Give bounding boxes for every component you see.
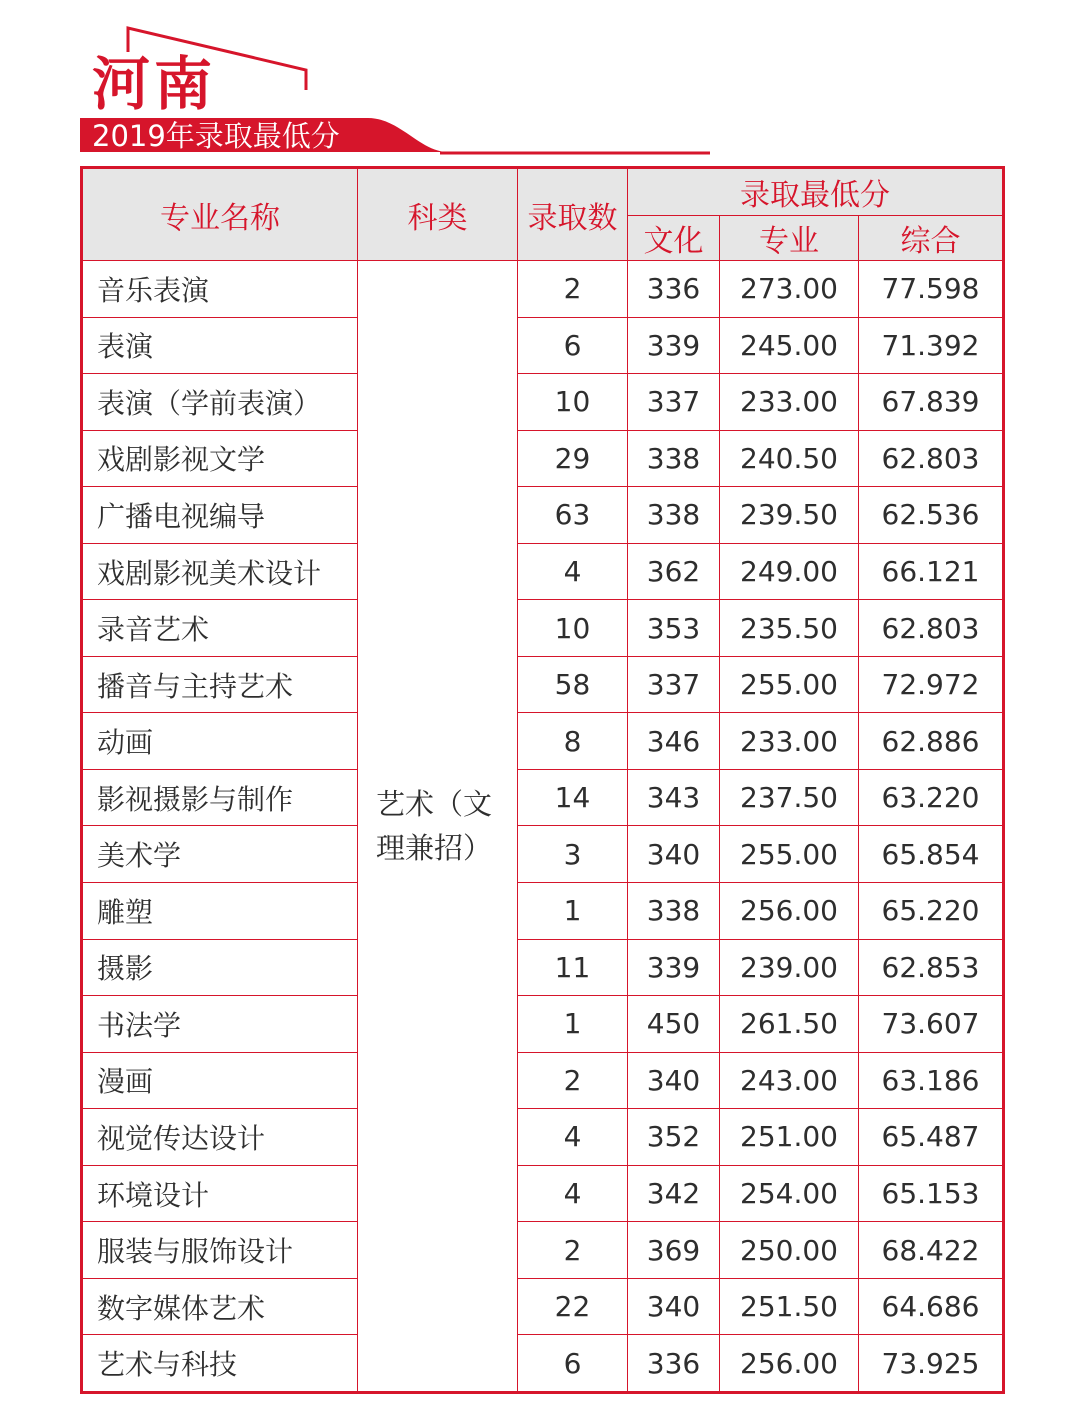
cell-culture: 340	[628, 1052, 720, 1109]
header-professional: 专业	[720, 216, 859, 261]
table-row	[82, 430, 1004, 487]
table-row	[82, 769, 1004, 826]
cell-combined: 63.220	[859, 769, 1004, 826]
cell-professional: 250.00	[720, 1222, 859, 1279]
table-row	[82, 487, 1004, 544]
table-row	[82, 1109, 1004, 1166]
cell-count: 2	[518, 1052, 628, 1109]
cell-combined: 71.392	[859, 317, 1004, 374]
cell-culture: 369	[628, 1222, 720, 1279]
table-row	[82, 1222, 1004, 1279]
cell-combined: 67.839	[859, 374, 1004, 431]
cell-professional: 237.50	[720, 769, 859, 826]
cell-major: 录音艺术	[82, 600, 358, 657]
table-row	[82, 1278, 1004, 1335]
cell-count: 1	[518, 883, 628, 940]
cell-professional: 254.00	[720, 1165, 859, 1222]
table-body	[82, 261, 1004, 1393]
cell-count: 3	[518, 826, 628, 883]
cell-combined: 62.853	[859, 939, 1004, 996]
cell-culture: 342	[628, 1165, 720, 1222]
cell-culture: 338	[628, 883, 720, 940]
cell-professional: 240.50	[720, 430, 859, 487]
table-row	[82, 1052, 1004, 1109]
cell-professional: 251.50	[720, 1278, 859, 1335]
cell-count: 4	[518, 543, 628, 600]
cell-combined: 62.536	[859, 487, 1004, 544]
table-row	[82, 996, 1004, 1053]
cell-professional: 255.00	[720, 826, 859, 883]
header-culture: 文化	[628, 216, 720, 261]
cell-combined: 73.607	[859, 996, 1004, 1053]
table-row	[82, 600, 1004, 657]
cell-count: 58	[518, 656, 628, 713]
cell-combined: 62.886	[859, 713, 1004, 770]
table-row	[82, 883, 1004, 940]
cell-count: 6	[518, 1335, 628, 1393]
header-combined: 综合	[859, 216, 1004, 261]
cell-major: 视觉传达设计	[82, 1109, 358, 1166]
cell-professional: 239.50	[720, 487, 859, 544]
cell-count: 2	[518, 261, 628, 318]
cell-combined: 66.121	[859, 543, 1004, 600]
cell-combined: 73.925	[859, 1335, 1004, 1393]
cell-professional: 233.00	[720, 374, 859, 431]
header-count: 录取数	[518, 168, 628, 261]
header-major: 专业名称	[82, 168, 358, 261]
cell-count: 22	[518, 1278, 628, 1335]
cell-count: 63	[518, 487, 628, 544]
table-row	[82, 939, 1004, 996]
cell-combined: 65.220	[859, 883, 1004, 940]
cell-professional: 256.00	[720, 1335, 859, 1393]
table-row	[82, 1165, 1004, 1222]
cell-major: 服装与服饰设计	[82, 1222, 358, 1279]
cell-professional: 239.00	[720, 939, 859, 996]
cell-count: 29	[518, 430, 628, 487]
cell-professional: 245.00	[720, 317, 859, 374]
cell-count: 2	[518, 1222, 628, 1279]
cell-professional: 256.00	[720, 883, 859, 940]
cell-culture: 340	[628, 826, 720, 883]
cell-major: 播音与主持艺术	[82, 656, 358, 713]
table-row	[82, 656, 1004, 713]
cell-major: 戏剧影视美术设计	[82, 543, 358, 600]
cell-professional: 243.00	[720, 1052, 859, 1109]
table-row	[82, 826, 1004, 883]
cell-major: 影视摄影与制作	[82, 769, 358, 826]
cell-count: 4	[518, 1165, 628, 1222]
cell-major: 书法学	[82, 996, 358, 1053]
cell-major: 表演（学前表演）	[82, 374, 358, 431]
cell-combined: 68.422	[859, 1222, 1004, 1279]
cell-culture: 362	[628, 543, 720, 600]
cell-culture: 338	[628, 430, 720, 487]
admission-score-table	[80, 166, 1005, 1394]
cell-culture: 450	[628, 996, 720, 1053]
cell-major: 环境设计	[82, 1165, 358, 1222]
cell-professional: 255.00	[720, 656, 859, 713]
table-row	[82, 543, 1004, 600]
cell-culture: 340	[628, 1278, 720, 1335]
table-row	[82, 374, 1004, 431]
cell-culture: 339	[628, 317, 720, 374]
cell-culture: 338	[628, 487, 720, 544]
cell-culture: 352	[628, 1109, 720, 1166]
header-min-score-group: 录取最低分	[628, 168, 1004, 216]
cell-professional: 235.50	[720, 600, 859, 657]
cell-combined: 65.854	[859, 826, 1004, 883]
cell-count: 10	[518, 600, 628, 657]
cell-major: 雕塑	[82, 883, 358, 940]
cell-major: 戏剧影视文学	[82, 430, 358, 487]
cell-category: 艺术（文理兼招）	[358, 261, 518, 1393]
cell-culture: 337	[628, 656, 720, 713]
cell-major: 表演	[82, 317, 358, 374]
cell-combined: 65.487	[859, 1109, 1004, 1166]
cell-professional: 249.00	[720, 543, 859, 600]
cell-combined: 62.803	[859, 430, 1004, 487]
cell-count: 4	[518, 1109, 628, 1166]
cell-major: 摄影	[82, 939, 358, 996]
cell-culture: 336	[628, 1335, 720, 1393]
cell-professional: 261.50	[720, 996, 859, 1053]
cell-major: 美术学	[82, 826, 358, 883]
cell-count: 10	[518, 374, 628, 431]
cell-culture: 343	[628, 769, 720, 826]
cell-count: 8	[518, 713, 628, 770]
cell-combined: 65.153	[859, 1165, 1004, 1222]
cell-combined: 64.686	[859, 1278, 1004, 1335]
cell-major: 艺术与科技	[82, 1335, 358, 1393]
cell-major: 广播电视编导	[82, 487, 358, 544]
cell-major: 音乐表演	[82, 261, 358, 318]
header-category: 科类	[358, 168, 518, 261]
cell-combined: 77.598	[859, 261, 1004, 318]
cell-count: 14	[518, 769, 628, 826]
cell-combined: 72.972	[859, 656, 1004, 713]
cell-culture: 339	[628, 939, 720, 996]
cell-culture: 336	[628, 261, 720, 318]
cell-combined: 62.803	[859, 600, 1004, 657]
cell-professional: 273.00	[720, 261, 859, 318]
cell-major: 数字媒体艺术	[82, 1278, 358, 1335]
cell-combined: 63.186	[859, 1052, 1004, 1109]
cell-major: 动画	[82, 713, 358, 770]
cell-count: 11	[518, 939, 628, 996]
banner-title: 2019年录取最低分	[92, 119, 340, 153]
cell-professional: 251.00	[720, 1109, 859, 1166]
cell-count: 6	[518, 317, 628, 374]
table-row	[82, 317, 1004, 374]
cell-count: 1	[518, 996, 628, 1053]
cell-culture: 346	[628, 713, 720, 770]
cell-professional: 233.00	[720, 713, 859, 770]
cell-culture: 353	[628, 600, 720, 657]
table-row	[82, 1335, 1004, 1393]
cell-culture: 337	[628, 374, 720, 431]
table-row	[82, 713, 1004, 770]
region-title: 河南	[92, 50, 217, 118]
cell-major: 漫画	[82, 1052, 358, 1109]
table-row	[82, 261, 1004, 318]
